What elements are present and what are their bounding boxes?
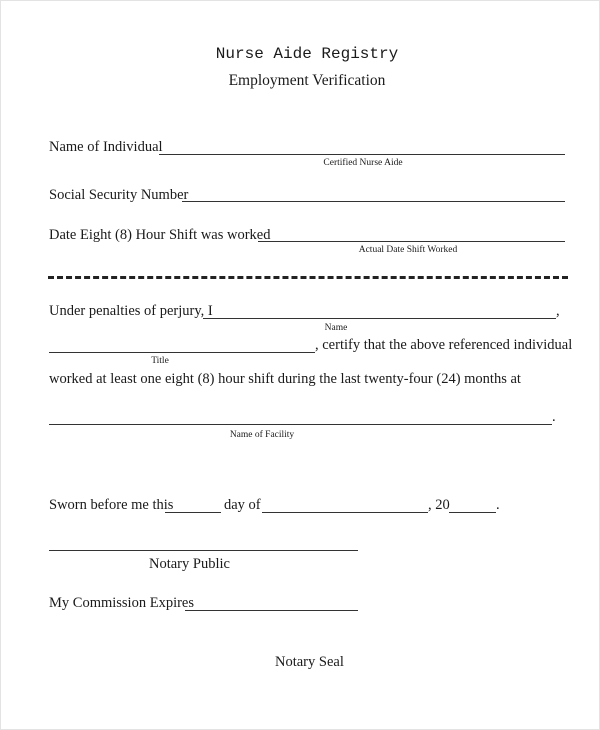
name-of-individual-field[interactable]	[159, 154, 565, 155]
name-of-individual-label: Name of Individual	[49, 139, 163, 155]
form-title: Nurse Aide Registry	[215, 45, 399, 63]
facility-name-field[interactable]	[49, 424, 552, 425]
facility-caption: Name of Facility	[229, 430, 295, 440]
year-prefix-text: , 20	[428, 497, 450, 513]
declarant-title-field[interactable]	[49, 352, 315, 353]
name-caption: Name	[324, 323, 348, 333]
sworn-period: .	[496, 497, 500, 513]
certify-text: , certify that the above referenced individual	[315, 337, 573, 353]
shift-worked-label: Date Eight (8) Hour Shift was worked	[49, 227, 271, 243]
certified-nurse-aide-caption: Certified Nurse Aide	[323, 158, 403, 168]
period-text: .	[552, 409, 556, 425]
sworn-text: Sworn before me this	[49, 497, 174, 513]
form-subtitle: Employment Verification	[228, 72, 386, 89]
day-field[interactable]	[165, 512, 221, 513]
ssn-label: Social Security Number	[49, 187, 189, 203]
notary-seal-label: Notary Seal	[275, 654, 344, 670]
commission-expires-field[interactable]	[185, 610, 358, 611]
notary-public-label: Notary Public	[149, 556, 230, 572]
notary-signature-field[interactable]	[49, 550, 358, 551]
actual-date-caption: Actual Date Shift Worked	[358, 245, 458, 255]
worked-shift-text: worked at least one eight (8) hour shift during the last twenty-four (24) months at	[49, 371, 521, 387]
year-field[interactable]	[449, 512, 496, 513]
shift-worked-field[interactable]	[258, 241, 565, 242]
day-of-text: day of	[224, 497, 261, 513]
comma-text: ,	[556, 303, 560, 319]
perjury-text: Under penalties of perjury, I	[49, 303, 213, 319]
title-caption: Title	[151, 356, 169, 366]
month-field[interactable]	[262, 512, 428, 513]
declarant-name-field[interactable]	[203, 318, 556, 319]
commission-expires-label: My Commission Expires	[49, 595, 195, 611]
ssn-field[interactable]	[182, 201, 565, 202]
dashed-separator	[48, 276, 568, 279]
